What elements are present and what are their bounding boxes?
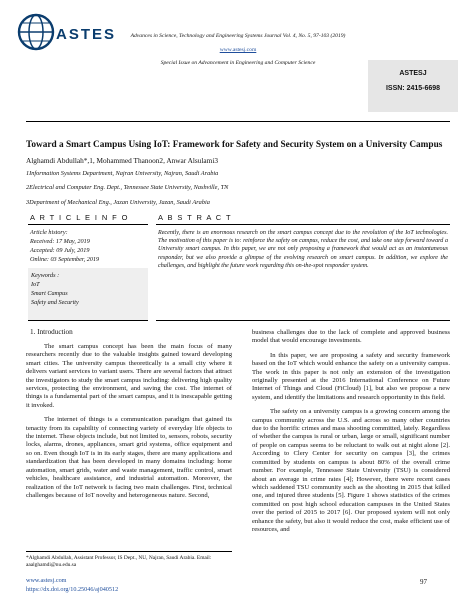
abstract-rule: [156, 224, 450, 225]
keyword-item: IoT: [31, 281, 40, 288]
footer-website-link[interactable]: www.astesj.com: [26, 577, 67, 584]
article-info-heading: A R T I C L E I N F O: [30, 213, 129, 222]
footer-doi-link[interactable]: https://dx.doi.org/10.25046/aj040512: [26, 586, 119, 593]
footnote-rule: [26, 551, 232, 552]
page-number: 97: [420, 578, 427, 586]
abstract-heading: A B S T R A C T: [158, 213, 232, 222]
affiliation-1: 1Information Systems Department, Najran University, Najran, Saudi Arabia: [26, 170, 219, 177]
affiliation-3: 3Department of Mechanical Eng., Jazan University, Jazan, Saudi Arabia: [26, 199, 210, 206]
keyword-item: Smart Campus: [31, 290, 68, 297]
logo-text: ASTES: [56, 26, 117, 43]
received-date: Received: 17 May, 2019: [30, 238, 90, 245]
abstract-text: Recently, there is an enormous research on the smart campus concept due to the revolution of the IoT technologies. The motivation of this paper is to: reinforce the safety on campus, reduce the cost, and take one step forward toward a University smart campus. In this paper, we are not only proposing a framework that would act as an instantaneous responder, but we also provide a glimpse of the evolving research on smart campus. In addition, we explore the challenges, and highlight the future work regarding this on-the-spot responder system.: [158, 230, 448, 269]
keywords-label: Keywords :: [31, 272, 60, 279]
online-date: Online: 03 September, 2019: [30, 256, 100, 263]
body-paragraph: In this paper, we are proposing a safety and security framework based on the IoT which would enhance the safety on a university campus. The work in this paper is not only an extension of the investigation originally presented at the 2016 International Conference on Future Internet of Things and Cloud (FiCloud) [1], but also we propose a new system, and identify the limitations and research opportunity in this field.: [252, 351, 450, 401]
special-issue-line: Special Issue on Advancement in Engineering and Computer Science: [160, 60, 316, 66]
keywords-box: [28, 268, 148, 320]
keywords-bottom-rule: [28, 320, 148, 321]
right-column: [252, 329, 450, 540]
body-paragraph: business challenges due to the lack of complete and approved business model that would encourage investments.: [252, 329, 450, 345]
globe-logo-icon: [16, 12, 56, 52]
body-paragraph: The internet of things is a communication paradigm that gained its tenacity from its capability of connecting variety of everyday life objects to the internet. These objects include, but not limited to, sensors, robots, security locks, alarms, drones, appliances, smart grid systems, office equipment and so on. Even though IoT is in its early stages, there are many applications and standardization that has been developed in many domains including: home automation, smart grids, water and waste management, traffic control, smart vehicles, healthcare assistance, and industrial automation. Moreover, the realization of the IoT network is facing two main challenges. First, technical challenges because of IoT novelty and heterogeneous nature. Second,: [26, 416, 232, 499]
article-info-rule: [28, 224, 148, 225]
paper-title: Toward a Smart Campus Using IoT: Framework for Safety and Security System on a University Campus: [26, 140, 443, 150]
accepted-date: Accepted: 09 July, 2019: [30, 247, 90, 254]
badge-issn: ISSN: 2415-6698: [385, 85, 441, 92]
body-paragraph: The smart campus concept has been the main focus of many researchers recently due to the valuable insights gained toward developing smart cities. The university campus theoretically is a small city where it delivers variant services to variant users. There are several factors that attract the investigators to study the smart campus including: delivering high quality services, protecting the environment, and saving the cost. The internet of things is a fundamental part of the smart campus, and it is inescapable getting it invoked.: [26, 343, 232, 409]
journal-line: Advances in Science, Technology and Engineering Systems Journal Vol. 4, No. 5, 97-103 (2019): [130, 33, 346, 39]
paper-authors: Alghamdi Abdullah*,1, Mohammed Thanoon2, Anwar Alsulami3: [26, 156, 218, 165]
journal-website-link[interactable]: www.astesj.com: [219, 47, 257, 53]
header-rule: [26, 121, 450, 122]
badge-title: ASTESJ: [399, 70, 427, 77]
journal-badge: [368, 60, 458, 112]
left-column: [26, 343, 232, 506]
keyword-item: Safety and Security: [31, 299, 79, 306]
corresponding-author-footnote: *Alghamdi Abdullah, Assistant Professor, IS Dept., NU, Najran, Saudi Arabia. Email: aaalghamdi@nu.edu.sa: [26, 555, 212, 568]
affiliation-2: 2Electrical and Computer Eng. Dept., Tennessee State University, Nashville, TN: [26, 184, 229, 191]
body-paragraph: The safety on a university campus is a growing concern among the campus community across the U.S. and across so many other countries due to the horrific crimes and mass shooting committed, lately. Regardless of whether the campus is rural or urban, large or small, significant number of people on campus seems to be reluctant to walk out at night alone [2]. According to Clery Center for security on campus [3], the crimes committed by students on campus is about 80% of the overall crime number. For example, Tennessee State University (TSU) is considered about an average in crime rates [4]; However, there were recent cases which saddened TSU community such as the shooting in 2015 that killed one, and injured three students [5]. Figure 1 shows statistics of the crimes committed on post high school education campuses in the United States over the period of 2015 to 2017 [6]. Our proposed system will not only enhance the safety, but also it would reduce the cost, make efficient use of resources, and: [252, 408, 450, 533]
introduction-heading: 1. Introduction: [30, 328, 73, 336]
history-label: Article history:: [30, 229, 68, 236]
abstract-bottom-rule: [156, 320, 450, 321]
